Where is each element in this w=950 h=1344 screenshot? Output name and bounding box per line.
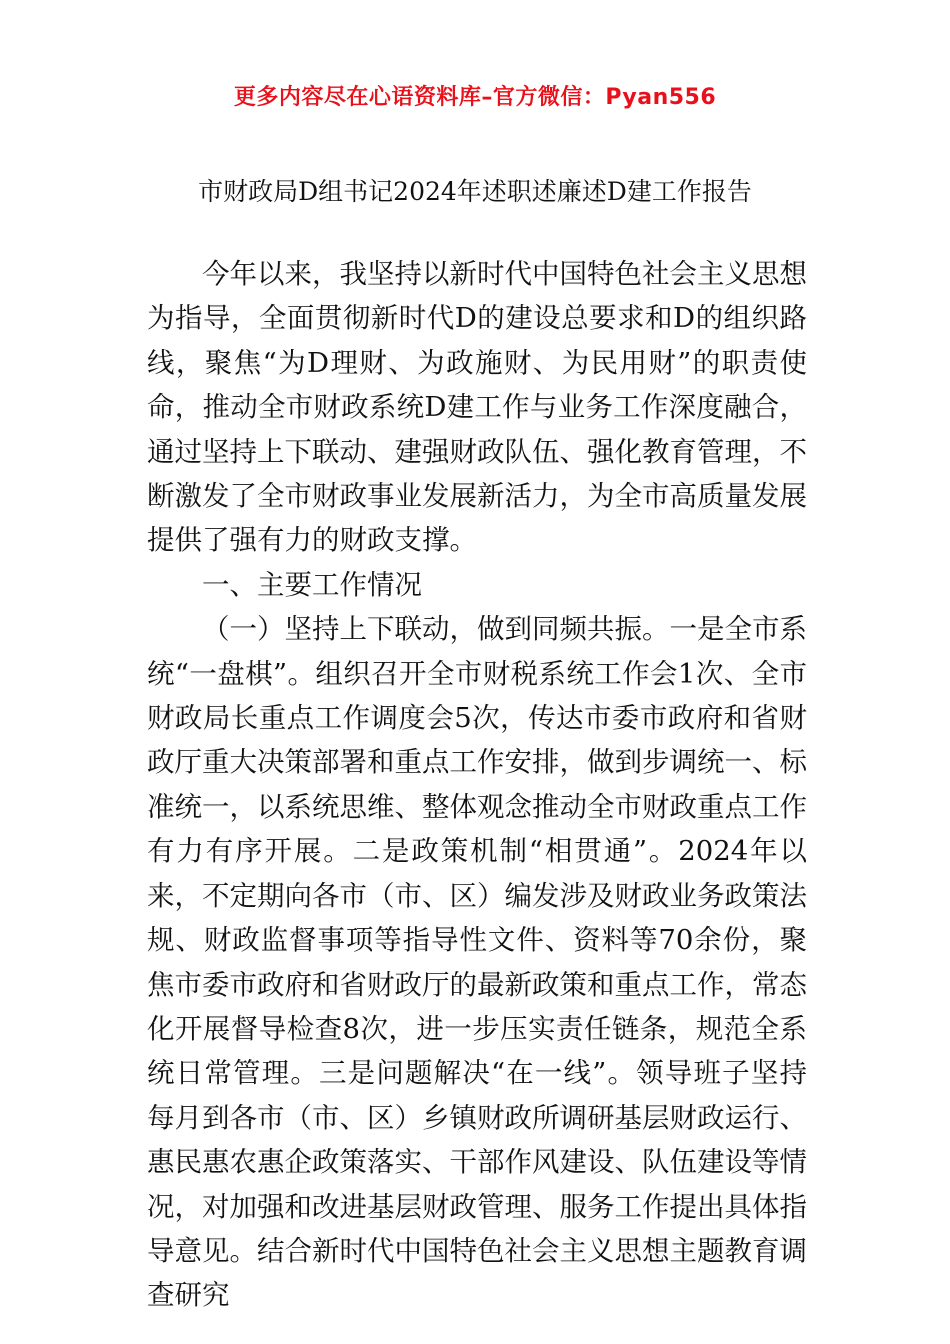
intro-paragraph: 今年以来，我坚持以新时代中国特色社会主义思想为指导，全面贯彻新时代D的建设总要求和D的组织路线，聚焦“为D理财、为政施财、为民用财”的职责使命，推动全市财政系统D建工作与业务工作深度融合，通过坚持上下联动、建强财政队伍、强化教育管理，不断激发了全市财政事业发展新活力，为全市高质量发展提供了强有力的财政支撑。 <box>147 258 807 557</box>
document-title: 市财政局D组书记2024年述职述廉述D建工作报告 <box>198 177 752 206</box>
section-heading: 一、主要工作情况 <box>202 568 422 601</box>
promo-banner: 更多内容尽在心语资料库–官方微信：Pyan556 <box>233 85 717 110</box>
body-paragraph: （一）坚持上下联动，做到同频共振。一是全市系统“一盘棋”。组织召开全市财税系统工作会1次、全市财政局长重点工作调度会5次，传达市委市政府和省财政厅重大决策部署和重点工作安排，做到步调统一、标准统一，以系统思维、整体观念推动全市财政重点工作有力有序开展。二是政策机制“相贯通”。2024年以来，不定期向各市（市、区）编发涉及财政业务政策法规、财政监督事项等指导性文件、资料等70余份，聚焦市委市政府和省财政厅的最新政策和重点工作，常态化开展督导检查8次，进一步压实责任链条，规范全系统日常管理。三是问题解决“在一线”。领导班子坚持每月到各市（市、区）乡镇财政所调研基层财政运行、惠民惠农惠企政策落实、干部作风建设、队伍建设等情况，对加强和改进基层财政管理、服务工作提出具体指导意见。结合新时代中国特色社会主义思想主题教育调查研究 <box>147 613 807 1312</box>
document-body <box>147 252 807 1318</box>
